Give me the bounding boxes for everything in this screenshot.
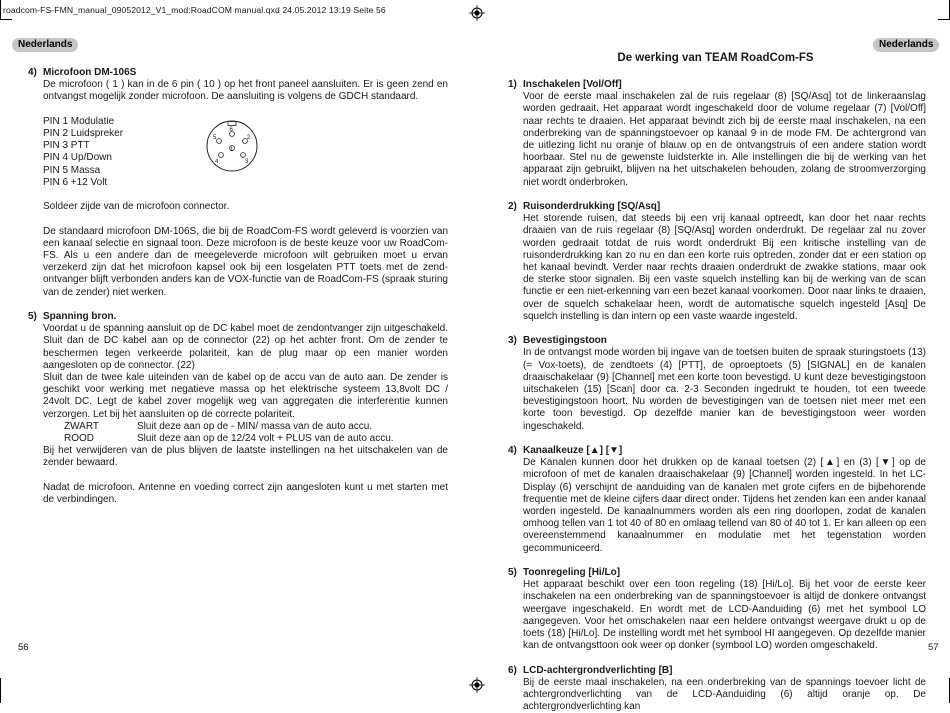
section-number: 3) [508,335,517,347]
section-number: 1) [508,79,517,90]
crop-mark [938,19,950,20]
pin-item: PIN 3 PTT [43,140,90,152]
section-number: 4) [28,67,37,78]
section-body: Bij de eerste maal inschakelen, na een onderbreking van de spannings toevoer licht de achtergrondverlichting van de LCD-Aanduiding (6) altijd oranje op. De achtergrondverlichting kan [523,676,926,713]
section-body: De Kanalen kunnen door het drukken op de kanaal toetsen (2) [▲] en (3) [▼] op de microfoon of met de kanalen draaischakelaar (9) [Channel] worden ingesteld. In het LC-Display (6) verschijnt de aanduiding van de kanalen met grote cijfers en de bijbehorende frequentie met de kleine cijfers daar direct onder. Tijdens het zenden kan een ander kanaal worden ingesteld. De kanaalnummers worden als een ring doorlopen, zodat de kanalen omhoog tellen van 1 tot 40 of 80 en omlaag tellend van 80 of 40 tot 1. Er kan alleen op een overeenstemmend kanaalnummer en modulatie met het tegenstation worden gecommuniceerd. [523,457,926,554]
section-body: In de ontvangst mode worden bij ingave van de toetsen buiten de spraak sturingstoets (13) (= Vox-toets), de zendtoets (4) [PTT], de oproeptoets (5) [SIGNAL] en de kanalen draaischakelaar (9) [Channel] met een korte toon bevestigd. U kunt deze bevestigingstoon uitschakelen (15) [Scan] door ca. 2-3 Seconden ingedrukt te houden, tot een tweede bevestigingstoon hoort. Nu worden de bevestigingen van de toetsen niet meer met een korte toon bevestigd. Op dezelfde manier kan de bevestigingstoon weer worden ingeschakeld. [523,347,926,432]
section-title: Bevestigingstoon [523,335,607,347]
wire-color: ZWART [64,420,99,432]
section-spanning [28,311,448,506]
section-number: 6) [508,664,517,676]
section-body: Het apparaat beschikt over een toon regeling (18) [Hi/Lo]. Bij het voor de eerste keer inschakelen na een onderbreking van de spanningstoevoer is altijd de donkere ontvangst weergave ingeschakeld. En wordt met de LCD-Aanduiding (6) met het symbool LO aangegeven. Voor het omschakelen naar een heldere ontvangst weergave drukt u op de toets (18) [Hi/Lo]. De instelling wordt met het symbool HI aangegeven. Op dezelfde manier kan de ontvangsttoon ook weer op donker (symbool LO) worden omgeschakeld. [523,579,926,652]
language-tag-right: Nederlands [873,38,939,52]
section-paragraph: Voordat u de spanning aansluit op de DC kabel moet de zendontvanger zijn uitgeschakeld. Sluit dan de DC kabel aan op de connector (22) op het achter front. Om de zender te beschermen tegen verkeerde polariteit, kan de plug maar op een manier worden aangesloten op de connector. (22) [43,323,448,371]
pin-item: PIN 4 Up/Down [43,152,112,164]
crop-mark [0,19,12,20]
section-number: 2) [508,201,517,213]
svg-text:5: 5 [213,134,217,141]
section-kanaalkeuze [508,445,926,555]
pin-item: PIN 5 Massa [43,164,101,176]
section-inschakelen [508,79,926,189]
right-page-column [508,79,926,713]
wire-row [43,421,448,433]
connector-note: Soldeer zijde van de microfoon connector. [43,201,230,213]
language-tag-left: Nederlands [12,38,78,52]
section-body: Het storende ruisen, dat steeds bij een vrij kanaal optreedt, kan door het naar rechts draaien van de ruis regelaar (8) [SQ/Asq] worden onderdrukt. De regelaar zal nu zover worden gedraait totdat de ruis wordt onderdrukt Bij een kritische instelling van de ruisonderdrukking kan zo nu en dan een korte ruis optreden, zonder dat er een station op het kanaal bevindt. Verder naar rechts draaien onderdrukt de zwakke stations, maar ook de sterke stoor signalen. Bij een vaste squelch instelling kan bij de werking van de scan functie er een niet-erkenning van een bezet kanaal voorkomen. Door naar links te draaien, over de squelch schakelaar heen, wordt de automatische squelch ingesteld [Asq] De squelch instelling is dan intern op een vaste waarde ingesteld. [523,213,926,322]
section-ruisonderdrukking [508,201,926,323]
print-slug-line: roadcom-FS-FMN_manual_09052012_V1_mod:RoadCOM manual.qxd 24.05.2012 13:19 Seite 56 [3,5,386,15]
section-paragraph: Sluit dan de twee kale uiteinden van de kabel op de accu van de auto aan. De zender is geschikt voor werking met negatieve massa op het elektrische systeem 13,8volt DC / 24volt DC. Legt de kabel zover mogelijk weg van aggregaten die interferentie kunnen verzorgen. Let bij het aansluiten op de correcte polariteit. [43,372,448,420]
wire-text: Sluit deze aan op de - MIN/ massa van de auto accu. [137,420,373,432]
svg-text:3: 3 [245,158,249,165]
svg-text:4: 4 [215,158,219,165]
registration-mark-icon [469,677,485,693]
svg-text:1: 1 [230,146,234,153]
crop-mark [0,0,1,19]
crop-mark [0,678,1,703]
page-number-right: 57 [928,642,939,653]
pin-item: PIN 1 Modulatie [43,115,115,127]
section-title: Spanning bron. [43,311,117,322]
section-number: 4) [508,445,517,457]
section-microfoon [28,67,448,299]
registration-mark-icon [469,5,485,21]
section-title: Ruisonderdrukking [SQ/Asq] [523,201,661,213]
svg-text:6: 6 [229,126,233,133]
section-number: 5) [508,567,517,579]
standard-mic-text: De standaard microfoon DM-106S, die bij de RoadCom-FS wordt geleverd is voorzien van een kanaal selectie en signaal toon. Deze microfoon is de beste keuze voor uw RoadCom-FS. Als u een andere dan de meegeleverde microfoon wilt gebruiken moet u ervan verzekerd zijn dat het microfoon kapsel ook bij een losgelaten PTT toets met de zend-ontvanger blijft verbonden anders kan de VOX-functie van de RoadCom-FS (spraak sturing van de zender) niet werken. [43,225,448,298]
section-body: Voor de eerste maal inschakelen zal de ruis regelaar (8) [SQ/Asq] tot de linkeraanslag worden gedraait. Het apparaat wordt ingeschakeld door de volume regelaar (7) [Vol/Off] naar rechts te draaien. Het apparaat bevindt zich bij de eerste maal inschakelen, na een onderbreking van de spanningstoevoer op kanaal 9 in de mode FM. De achtergrond van de uitlezing licht nu oranje of blauw op en de ontvangstruis of een andere station wordt hoorbaar. Stel nu de gewenste luidsterkte in. Alle instellingen die bij de werking van het apparaat zijn gebruikt, blijven na het uitschakelen behouden, zolang de stroomverzorging niet wordt onderbroken. [523,91,926,188]
page-title: De werking van TEAM RoadCom-FS [617,52,814,64]
section-toonregeling [508,567,926,652]
section-number: 5) [28,311,37,322]
section-paragraph: Bij het verwijderen van de plus blijven de laatste instellingen na het uitschakelen van de zender bewaard. [43,445,448,469]
section-title: Toonregeling [Hi/Lo] [523,567,621,579]
section-title: Kanaalkeuze [▲] [▼] [523,445,623,457]
wire-color: ROOD [64,433,94,445]
section-title: Inschakelen [Vol/Off] [523,79,622,90]
section-title: Microfoon DM-106S [43,67,137,78]
page-number-left: 56 [18,642,29,653]
left-page-column [28,67,448,506]
section-title: LCD-achtergrondverlichting [B] [523,664,673,676]
pin-item: PIN 2 Luidspreker [43,128,124,139]
section-paragraph: Nadat de microfoon. Antenne en voeding correct zijn aangesloten kunt u met starten met de verbindingen. [43,481,448,506]
wire-text: Sluit deze aan op de 12/24 volt + PLUS van de auto accu. [137,433,394,445]
connector-diagram-icon [205,119,259,173]
section-intro: De microfoon ( 1 ) kan in de 6 pin ( 10 ) op het front paneel aansluiten. Er is geen zend en ontvangst mogelijk zonder microfoon. De aansluiting is volgens de GDCH standaard. [43,79,448,103]
section-lcd-verlichting [508,665,926,713]
section-bevestigingstoon [508,335,926,433]
pin-item: PIN 6 +12 Volt [43,176,108,188]
svg-text:2: 2 [247,134,251,141]
wire-row [43,433,448,445]
